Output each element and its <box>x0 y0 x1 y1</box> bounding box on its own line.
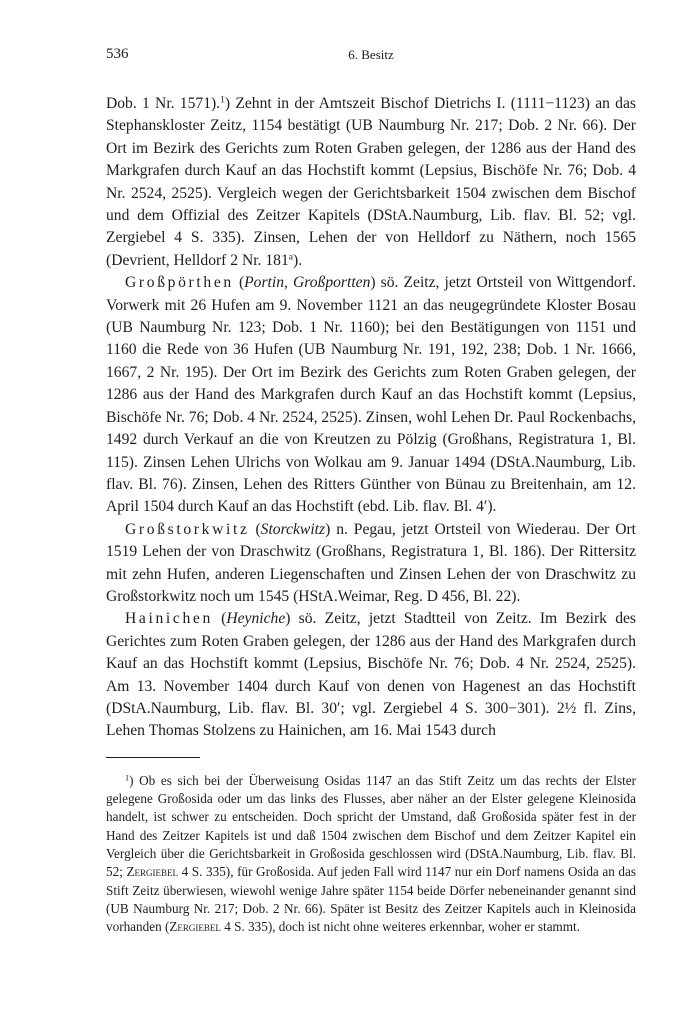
entry-grosspoerthen: Großpörthen (Portin, Großportten) sö. Zeitz, jetzt Ortsteil von Wittgendorf. Vorwerk mit 26 Hufen am 9. November 1121 an das neugegründete Kloster Bosau (UB Naumburg Nr. 123; Dob. 1 Nr. 1160); bei den Bestätigungen von 1151 und 1160 die Rede von 36 Hufen (UB Naumburg Nr. 191, 192, 238; Dob. 1 Nr. 1666, 1667, 2 Nr. 195). Der Ort im Bezirk des Gerichts zum Roten Graben gelegen, der 1286 aus der Hand des Markgrafen durch Kauf an das Hochstift kommt (Lepsius, Bischöfe Nr. 76; Dob. 4 Nr. 2524, 2525). Zinsen, wohl Lehen Dr. Paul Rockenbachs, 1492 durch Verkauf an die von Kreutzen zu Pölzig (Großhans, Registratura 1, Bl. 115). Zinsen Lehen Ulrichs von Wolkau am 9. Januar 1494 (DStA.Naumburg, Lib. flav. Bl. 76). Zinsen, Lehen des Ritters Günther von Bünau zu Breitenhain, am 12. April 1504 durch Kauf an das Hochstift (ebd. Lib. flav. Bl. 4′). <box>106 274 636 516</box>
page-number: 536 <box>106 46 129 62</box>
source-note-marker: a <box>288 251 294 263</box>
author-name: Zergiebel <box>169 919 221 935</box>
entry-variant-names: Storckwitz <box>260 520 326 538</box>
entry-heading: Hainichen <box>125 610 213 628</box>
author-name: Zergiebel <box>126 864 179 880</box>
entry-variant-names: Portin, Großportten <box>244 274 371 292</box>
page-header <box>106 46 636 66</box>
book-page <box>106 46 636 950</box>
footnote-number: 1 <box>125 773 130 783</box>
running-title: 6. Besitz <box>348 47 394 62</box>
entry-hainichen: Hainichen (Heyniche) sö. Zeitz, jetzt Stadtteil von Zeitz. Im Bezirk des Gerichtes zum Roten Graben gelegen, der 1286 aus der Hand des Markgrafen durch Kauf an das Hochstift kommt (Lepsius, Bischöfe Nr. 76; Dob. 4 Nr. 2524, 2525). Am 13. November 1404 durch Kauf von denen von Hagenest an das Hochstift (DStA.Naumburg, Lib. flav. Bl. 30′; vgl. Zergiebel 4 S. 300−301). 2½ fl. Zins, Lehen Thomas Stolzens zu Hainichen, am 16. Mai 1543 durch <box>106 610 636 740</box>
entry-heading: Großstorkwitz <box>125 520 250 538</box>
entry-variant-names: Heyniche <box>226 610 286 628</box>
footnote-divider <box>106 757 200 758</box>
entry-heading: Großpörthen <box>125 274 234 292</box>
paragraph-continuation: Dob. 1 Nr. 1571).$^1$) Zehnt in der Amtszeit Bischof Dietrichs I. (1111−1123) an das Stephanskloster Zeitz, 1154 bestätigt (UB Naumburg Nr. 217; Dob. 2 Nr. 66). Der Ort im Bezirk des Gerichts zum Roten Graben gelegen, der 1286 aus der Hand des Markgrafen durch Kauf an das Hochstift kommt (Lepsius, Bischöfe Nr. 76; Dob. 4 Nr. 2524, 2525). Vergleich wegen der Gerichtsbarkeit 1504 zwischen dem Bischof und dem Offizial des Zeitzer Kapitels (DStA.Naumburg, Lib. flav. Bl. 52; vgl. Zergiebel 4 S. 335). Zinsen, Lehen der von Helldorf zu Näthern, noch 1565 (Devrient, Helldorf 2 Nr. 181$^a$). <box>106 94 636 269</box>
entry-grossstorkwitz: Großstorkwitz (Storckwitz) n. Pegau, jetzt Ortsteil von Wiederau. Der Ort 1519 Lehen der von Draschwitz (Großhans, Registratura 1, Bl. 186). Der Rittersitz mit zehn Hufen, anderen Liegenschaften und Zinsen Lehen der von Draschwitz zu Großstorkwitz noch um 1545 (HStA.Weimar, Reg. D 456, Bl. 22). <box>106 520 636 605</box>
footnote-1: $^1$) Ob es sich bei der Überweisung Osidas 1147 an das Stift Zeitz um das rechts der Elster gelegene Großosida oder um das links des Flusses, aber näher an der Elster gelegene Kleinosida handelt, ist schwer zu entscheiden. Doch spricht der Umstand, daß Großosida später fest in der Hand des Zeitzer Kapitels ist und daß 1504 zwischen dem Bischof und dem Zeitzer Kapitel ein Vergleich über die Gerichtsbarkeit in Großosida geschlossen wird (DStA.Naumburg, Lib. flav. Bl. 52; Zergiebel 4 S. 335), für Großosida. Auf jeden Fall wird 1147 nur ein Dorf namens Osida an das Stift Zeitz überwiesen, wiewohl wenige Jahre später 1154 beide Dörfer nebeneinander genannt sind (UB Naumburg Nr. 217; Dob. 2 Nr. 66). Später ist Besitz des Zeitzer Kapitels auch in Kleinosida vorhanden (Zergiebel 4 S. 335), doch ist nicht ohne weiteres erkennbar, woher er stammt. <box>106 772 636 935</box>
body-text <box>106 93 636 743</box>
footnote-marker: 1 <box>220 94 225 106</box>
